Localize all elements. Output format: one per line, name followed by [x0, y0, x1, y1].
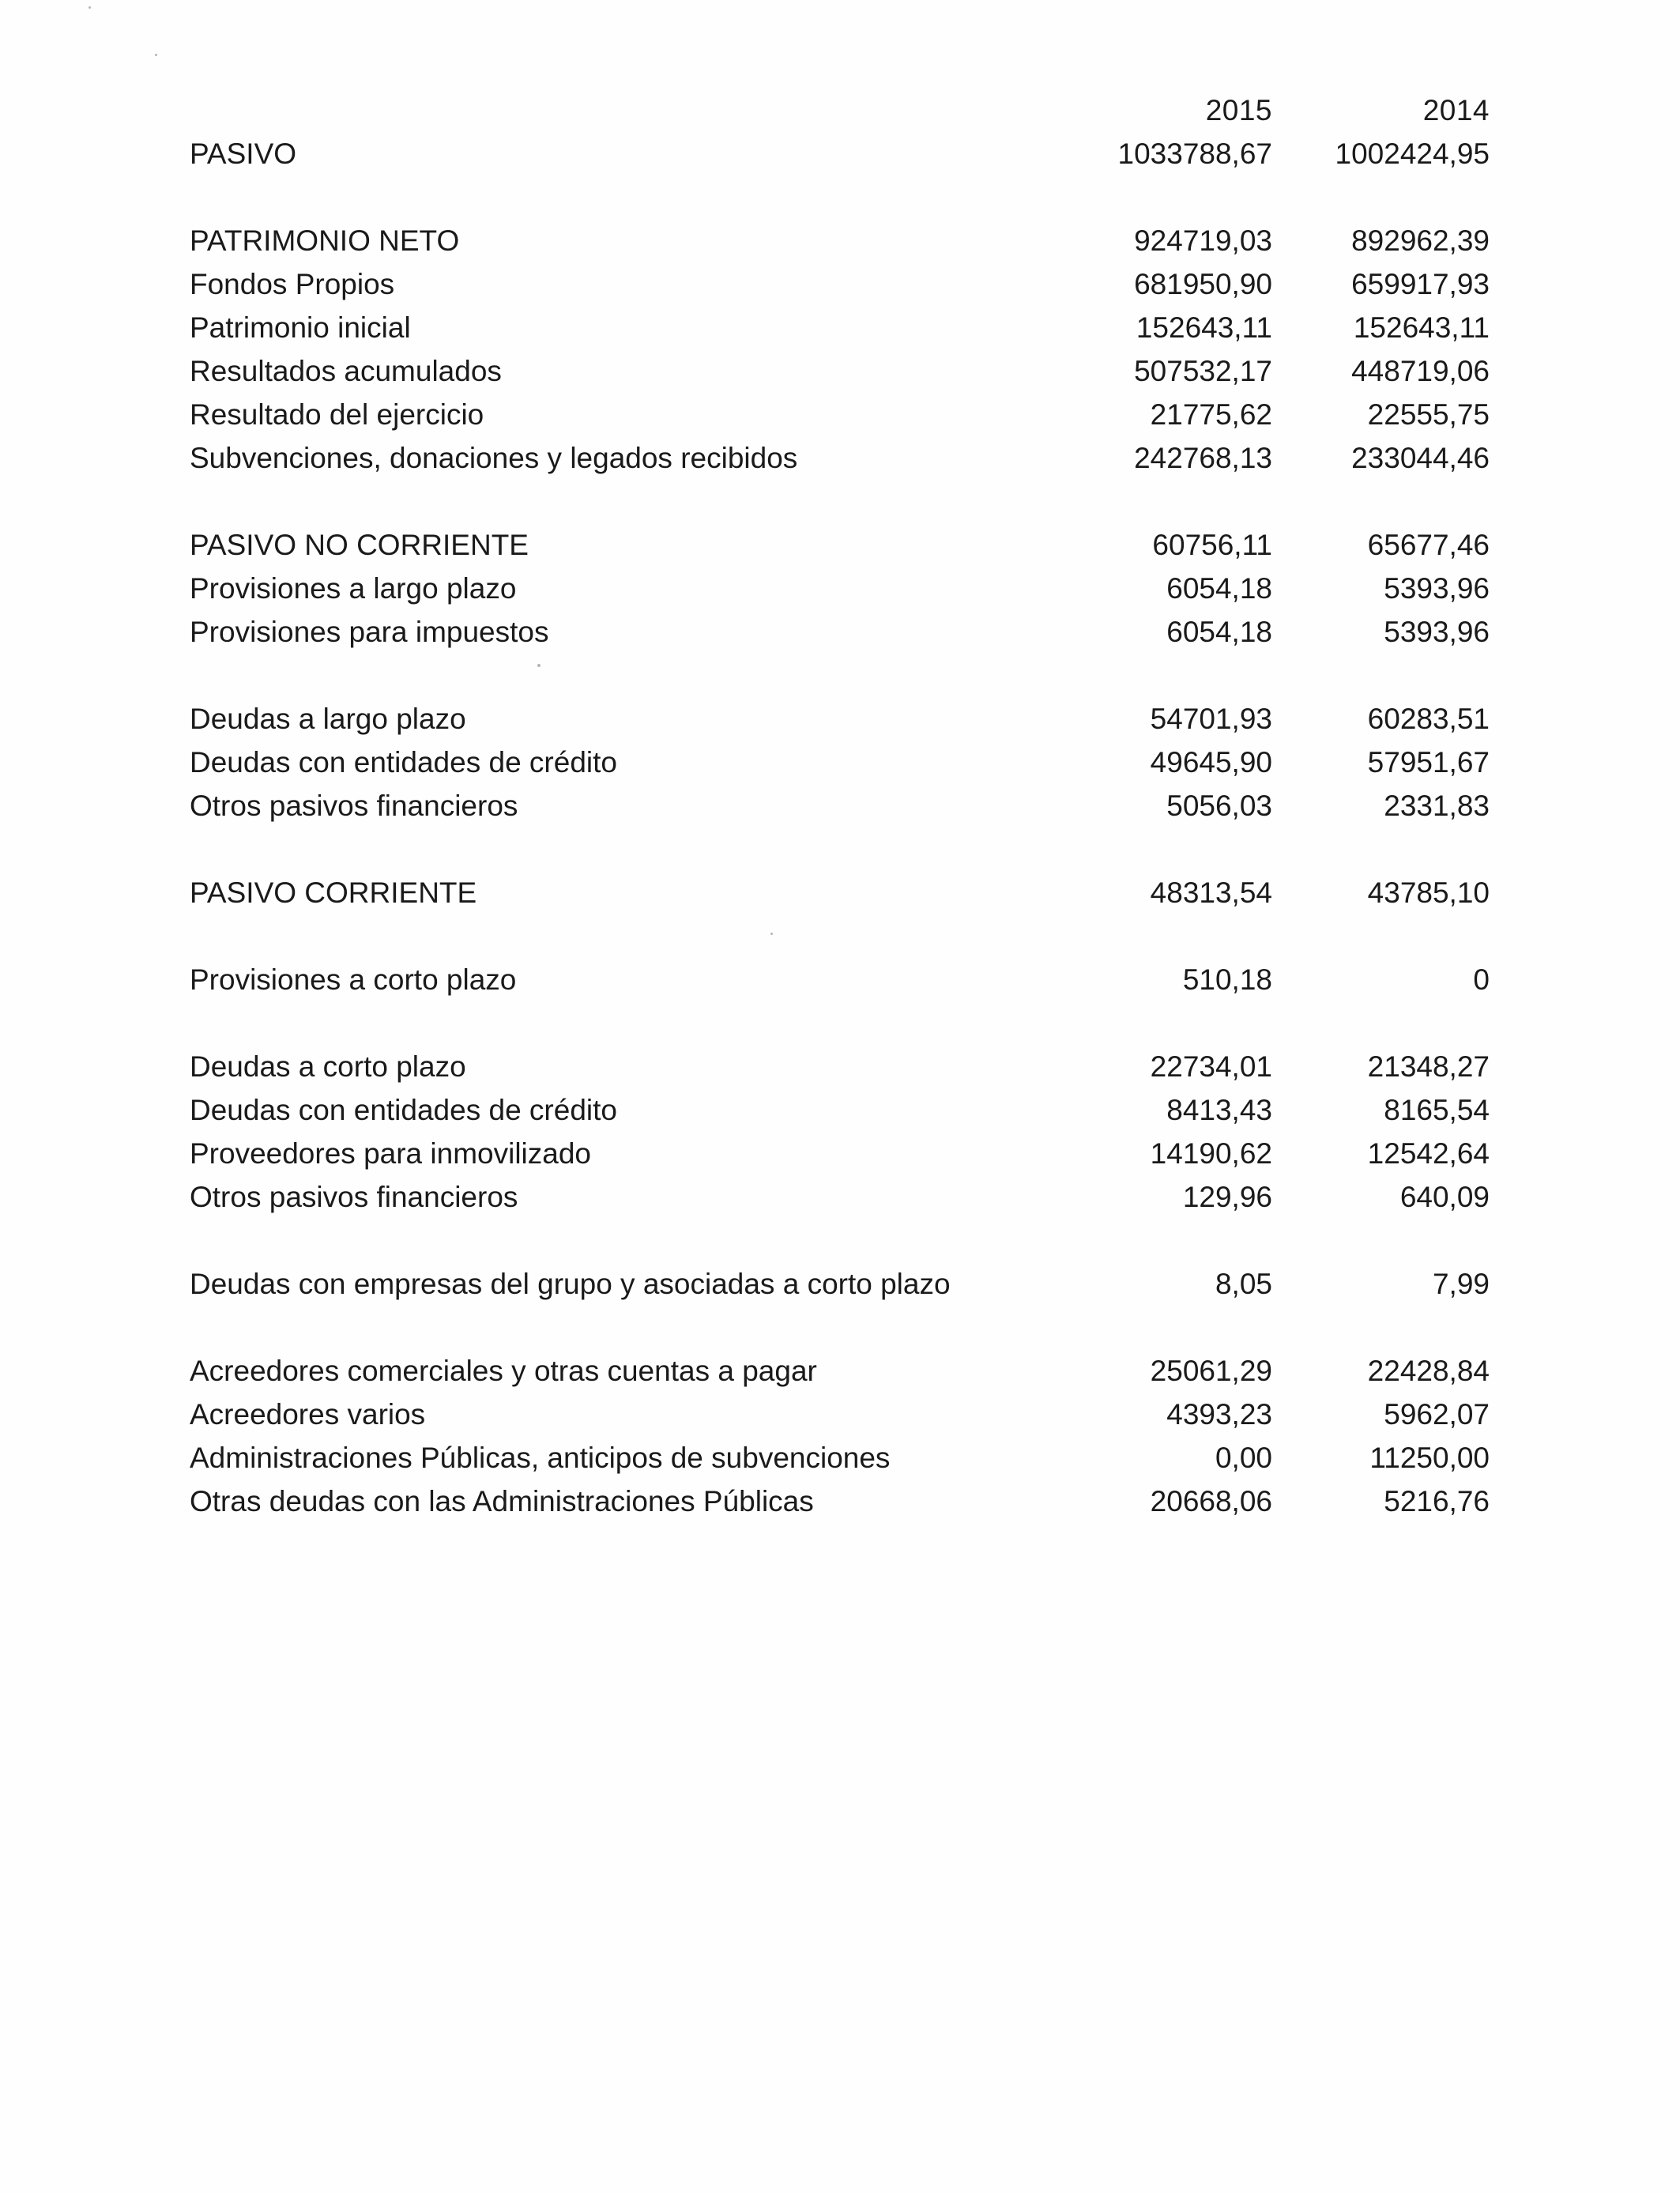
- value-2015: 54701,93: [1150, 703, 1272, 735]
- row-label: Fondos Propios: [190, 268, 395, 300]
- value-2015: 507532,17: [1134, 355, 1272, 387]
- row-label: Deudas a largo plazo: [190, 703, 466, 735]
- value-2014: 43785,10: [1367, 876, 1490, 909]
- value-2015: 8413,43: [1166, 1094, 1272, 1126]
- year-2014-header: 2014: [1422, 94, 1490, 126]
- value-2015: 21775,62: [1150, 398, 1272, 431]
- row-label: Acreedores varios: [190, 1398, 426, 1431]
- row-label: PASIVO: [190, 138, 297, 170]
- value-2014: 659917,93: [1351, 268, 1490, 300]
- row-label: PASIVO CORRIENTE: [190, 876, 477, 909]
- value-2014: 233044,46: [1351, 442, 1490, 474]
- row-label: PASIVO NO CORRIENTE: [190, 529, 529, 561]
- balance-row: [190, 1393, 1501, 1436]
- value-2015: 48313,54: [1150, 876, 1272, 909]
- row-label: Proveedores para inmovilizado: [190, 1137, 591, 1170]
- value-2015: 6054,18: [1166, 616, 1272, 648]
- value-2014: 11250,00: [1369, 1442, 1490, 1474]
- value-2014: 21348,27: [1367, 1050, 1490, 1083]
- balance-row: [190, 871, 1501, 914]
- balance-row: [190, 262, 1501, 306]
- row-label: Deudas con entidades de crédito: [190, 746, 617, 778]
- year-2015-header: 2015: [1205, 94, 1272, 126]
- scan-speck: [155, 54, 157, 56]
- value-2015: 129,96: [1182, 1181, 1272, 1213]
- value-2015: 49645,90: [1150, 746, 1272, 778]
- balance-row: [190, 436, 1501, 480]
- value-2015: 5056,03: [1166, 790, 1272, 822]
- row-label: Otros pasivos financieros: [190, 790, 518, 822]
- value-2014: 5393,96: [1384, 616, 1490, 648]
- value-2015: 1033788,67: [1117, 138, 1272, 170]
- value-2015: 510,18: [1182, 963, 1272, 996]
- value-2014: 8165,54: [1384, 1094, 1490, 1126]
- value-2014: 12542,64: [1367, 1137, 1490, 1170]
- value-2015: 681950,90: [1134, 268, 1272, 300]
- balance-row: [190, 306, 1501, 349]
- value-2015: 20668,06: [1150, 1485, 1272, 1517]
- row-label: Administraciones Públicas, anticipos de subvenciones: [190, 1442, 891, 1474]
- balance-row: [190, 741, 1501, 784]
- value-2015: 22734,01: [1150, 1050, 1272, 1083]
- row-label: Provisiones a corto plazo: [190, 963, 517, 996]
- row-label: Otras deudas con las Administraciones Públicas: [190, 1485, 814, 1517]
- row-label: Deudas a corto plazo: [190, 1050, 466, 1083]
- scan-speck: [89, 6, 91, 9]
- value-2014: 640,09: [1399, 1181, 1490, 1213]
- value-2014: 60283,51: [1367, 703, 1490, 735]
- value-2014: 22428,84: [1367, 1355, 1490, 1387]
- value-2015: 60756,11: [1152, 529, 1272, 561]
- value-2014: 5216,76: [1384, 1485, 1490, 1517]
- balance-row: [190, 1349, 1501, 1393]
- balance-row: [190, 567, 1501, 610]
- row-label: Resultado del ejercicio: [190, 398, 484, 431]
- value-2015: 4393,23: [1166, 1398, 1272, 1431]
- row-label: Otros pasivos financieros: [190, 1181, 518, 1213]
- balance-row: [190, 784, 1501, 827]
- value-2014: 7,99: [1432, 1268, 1490, 1300]
- value-2014: 1002424,95: [1335, 138, 1490, 170]
- value-2015: 14190,62: [1150, 1137, 1272, 1170]
- balance-row: [190, 1045, 1501, 1088]
- value-2014: 2331,83: [1384, 790, 1490, 822]
- row-label: Deudas con entidades de crédito: [190, 1094, 617, 1126]
- balance-row: [190, 523, 1501, 567]
- year-header-row: [190, 89, 1501, 132]
- value-2015: 242768,13: [1134, 442, 1272, 474]
- balance-row: [190, 1480, 1501, 1523]
- value-2014: 448719,06: [1351, 355, 1490, 387]
- row-label: PATRIMONIO NETO: [190, 224, 460, 257]
- value-2014: 5962,07: [1384, 1398, 1490, 1431]
- balance-row: [190, 219, 1501, 262]
- balance-row: [190, 1132, 1501, 1175]
- row-label: Acreedores comerciales y otras cuentas a pagar: [190, 1355, 817, 1387]
- balance-row: [190, 393, 1501, 436]
- balance-row: [190, 349, 1501, 393]
- value-2014: 892962,39: [1351, 224, 1490, 257]
- value-2014: 65677,46: [1367, 529, 1490, 561]
- value-2014: 152643,11: [1353, 311, 1490, 344]
- row-label: Provisiones para impuestos: [190, 616, 549, 648]
- value-2015: 924719,03: [1134, 224, 1272, 257]
- value-2015: 0,00: [1215, 1442, 1272, 1474]
- value-2014: 5393,96: [1384, 572, 1490, 605]
- value-2015: 6054,18: [1166, 572, 1272, 605]
- balance-row: [190, 958, 1501, 1001]
- balance-row: [190, 1175, 1501, 1219]
- row-label: Provisiones a largo plazo: [190, 572, 517, 605]
- balance-row: [190, 1436, 1501, 1480]
- value-2014: 22555,75: [1367, 398, 1490, 431]
- value-2014: 57951,67: [1367, 746, 1490, 778]
- value-2014: 0: [1473, 963, 1490, 996]
- balance-row: [190, 1088, 1501, 1132]
- row-label: Resultados acumulados: [190, 355, 502, 387]
- value-2015: 152643,11: [1136, 311, 1272, 344]
- balance-row: [190, 610, 1501, 654]
- balance-row: [190, 132, 1501, 175]
- row-label: Subvenciones, donaciones y legados recibidos: [190, 442, 798, 474]
- value-2015: 25061,29: [1150, 1355, 1272, 1387]
- balance-row: [190, 1262, 1501, 1306]
- balance-sheet-liabilities: [190, 89, 1501, 1523]
- balance-row: [190, 697, 1501, 741]
- value-2015: 8,05: [1215, 1268, 1272, 1300]
- row-label: Patrimonio inicial: [190, 311, 411, 344]
- row-label: Deudas con empresas del grupo y asociadas a corto plazo: [190, 1268, 951, 1300]
